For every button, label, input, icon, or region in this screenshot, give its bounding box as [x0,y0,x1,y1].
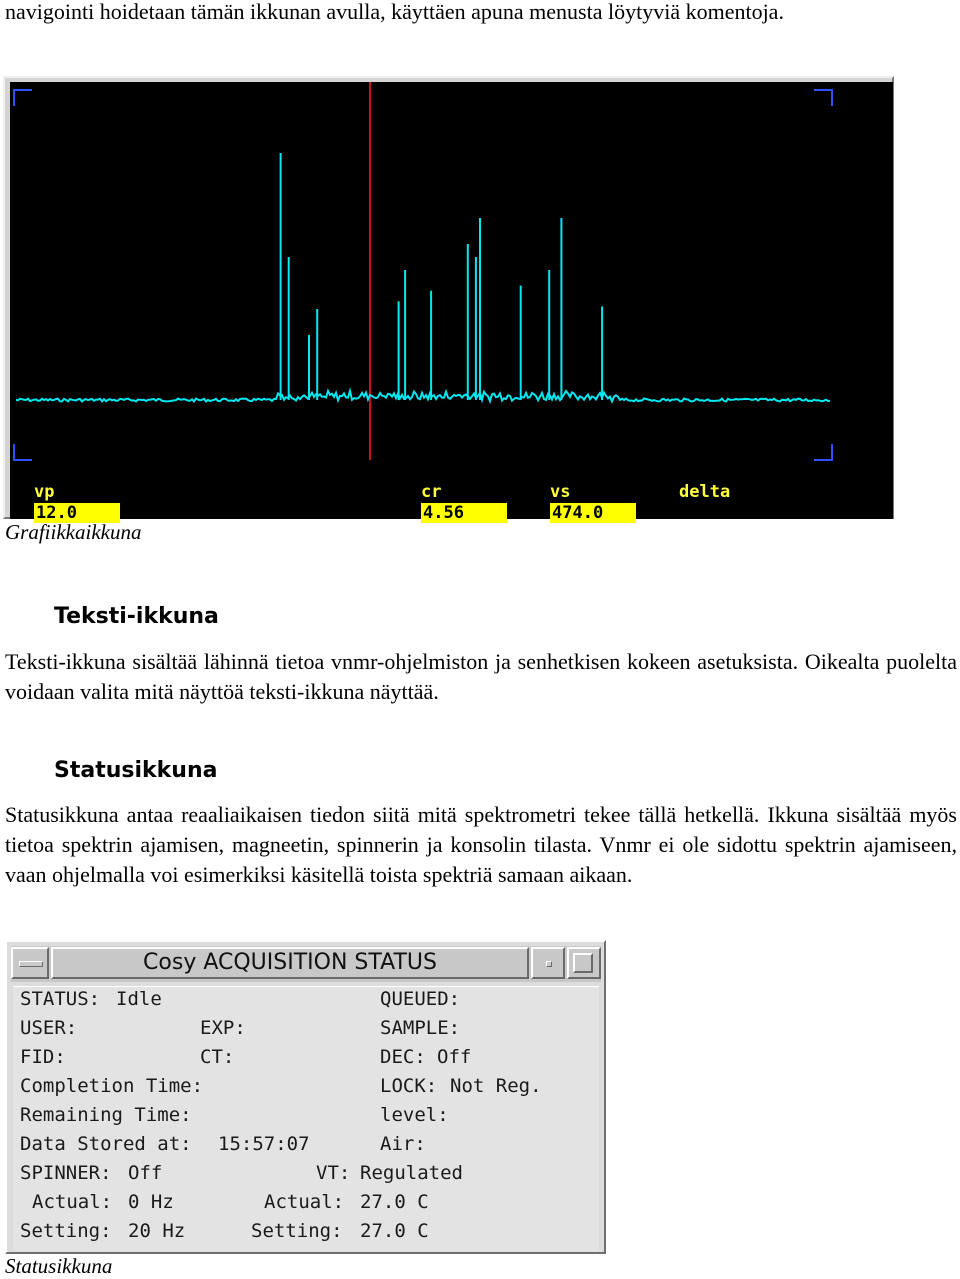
user-label: USER: [20,1017,78,1039]
fid-label: FID: [20,1046,66,1068]
exp-label: EXP: [200,1017,246,1039]
minimize-icon [546,961,552,967]
status-caption: Statusikkuna [5,1254,113,1278]
dec-label: DEC: [380,1046,426,1068]
sample-label: SAMPLE: [380,1017,461,1039]
spinner-setting-label: Setting: [20,1220,112,1242]
status-value: Idle [116,988,162,1010]
vt-setting-label: Setting: [251,1220,343,1242]
cr-label: cr [421,482,442,502]
vt-setting-value: 27.0 C [360,1220,429,1242]
completion-time-label: Completion Time: [20,1075,204,1097]
vt-label: VT: [316,1162,351,1184]
spectrum-baseline [16,391,830,402]
status-paragraph: Statusikkuna antaa reaaliaikaisen tiedon siitä mitä spektrometri tekee tällä hetkellä. Ikkuna sisältää myös tietoa spektrin ajamisen, magneetin, spinnerin ja konsolin tilasta. Vnmr ei ole sidottu spektrin ajamiseen, vaan ohjelmalla voi esimerkiksi käsitellä toista spektriä samaan aikaan. [5,802,957,887]
window-title: Cosy ACQUISITION STATUS [51,947,529,979]
status-titlebar [11,946,601,982]
graphics-window [3,76,894,523]
status-body [13,986,599,1251]
lock-label: LOCK: [380,1075,438,1097]
minimize-button[interactable] [531,947,565,979]
teksti-paragraph: Teksti-ikkuna sisältää lähinnä tietoa vnmr-ohjelmiston ja senhetkisen kokeen asetuksista. Oikealta puolelta voidaan valita mitä näyttöä teksti-ikkuna näyttää. [5,649,957,704]
spinner-label: SPINNER: [20,1162,112,1184]
spinner-setting-value: 20 Hz [128,1220,186,1242]
spectrum-display[interactable] [10,82,893,523]
frame-corner [814,444,832,460]
acquisition-status-window [5,940,606,1254]
spinner-actual-value: 0 Hz [128,1191,174,1213]
frame-corner [14,444,32,460]
graphics-caption: Grafiikkaikkuna [5,520,142,544]
maximize-button[interactable] [567,947,601,979]
frame-corner [14,90,32,106]
spinner-value: Off [128,1162,163,1184]
vt-actual-value: 27.0 C [360,1191,429,1213]
minus-icon [19,961,43,967]
maximize-icon [573,953,593,973]
delta-label: delta [679,482,731,502]
ct-label: CT: [200,1046,235,1068]
status-label: STATUS: [20,988,101,1010]
level-label: level: [380,1104,449,1126]
spinner-actual-label: Actual: [32,1191,113,1213]
spectrum-plot [10,82,893,519]
window-menu-button[interactable] [11,947,49,979]
intro-paragraph: navigointi hoidetaan tämän ikkunan avulla, käyttäen apuna menusta löytyviä komentoja. [5,0,784,24]
vp-value[interactable]: 12.0 [34,503,120,523]
air-label: Air: [380,1133,426,1155]
lock-value: Not Reg. [450,1075,542,1097]
vt-actual-label: Actual: [264,1191,345,1213]
cr-value[interactable]: 4.56 [421,503,507,523]
remaining-time-label: Remaining Time: [20,1104,192,1126]
queued-label: QUEUED: [380,988,461,1010]
dec-value: Off [437,1046,472,1068]
status-heading: Statusikkuna [54,758,218,783]
data-stored-label: Data Stored at: [20,1133,192,1155]
frame-corner [814,90,832,106]
vt-value: Regulated [360,1162,463,1184]
data-stored-value: 15:57:07 [218,1133,310,1155]
vp-label: vp [34,482,55,502]
vs-label: vs [550,482,571,502]
teksti-heading: Teksti-ikkuna [54,604,219,629]
vs-value[interactable]: 474.0 [550,503,636,523]
